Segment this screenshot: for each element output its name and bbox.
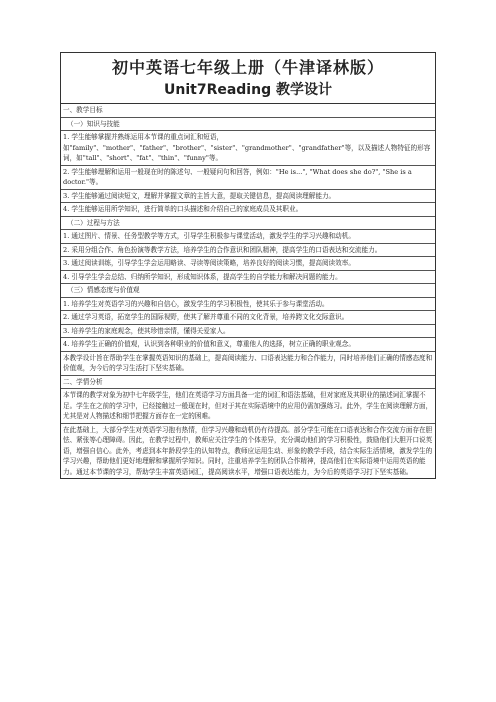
subsection-heading: （二）过程与方法 (61, 216, 435, 230)
table-row: 在此基础上，大部分学生对英语学习抱有热情，但学习兴趣和动机仍有待提高。部分学生可能在口语表达和合作交流方面存在胆怯、紧张等心理障碍。因此，在教学过程中，教师应关注学生的个体差异，充分调动他们的学习积极性，鼓励他们大胆开口说英语，增强自信心。此外，考虑到本年龄段学生的认知特点，教师应运用生动、形象的教学手段，结合实际生活情境，激发学生的学习兴趣，帮助他们更好地理解和掌握所学知识。同时，注重培养学生的团队合作精神，提高他们在实际语境中运用英语的能力。通过本节课的学习，帮助学生丰富英语词汇，提高阅读水平，增强口语表达能力，为今后的英语学习打下坚实基础。 (61, 423, 435, 479)
table-row: 3. 培养学生的家庭观念，使其珍惜亲情，懂得关爱家人。 (61, 324, 435, 338)
section-heading: 二、学情分析 (61, 375, 435, 389)
document-subtitle: Unit7Reading 教学设计 (164, 82, 332, 98)
content-table (60, 103, 436, 479)
table-row: 1. 通过图片、情景、任务型教学等方式，引导学生积极参与课堂活动，激发学生的学习兴趣和动机。 (61, 229, 435, 243)
table-row: 3. 学生能够通过阅读短文，理解并掌握文章的主旨大意，提取关键信息，提高阅读理解能力。 (61, 189, 435, 203)
subsection-heading: （一）知识与技能 (61, 117, 435, 131)
document-title: 初中英语七年级上册（牛津译林版） (111, 58, 384, 77)
table-row: 本教学设计旨在帮助学生在掌握英语知识的基础上，提高阅读能力、口语表达能力和合作能力，同时培养他们正确的情感态度和价值观，为今后的学习生活打下坚实基础。 (61, 351, 435, 375)
table-row: 本节课的教学对象为初中七年级学生，他们在英语学习方面具备一定的词汇和语法基础，但对家庭及其职业的描述词汇掌握不足。学生在之前的学习中，已经接触过一般现在时，但对于其在实际语境中的应用仍需加强练习。此外，学生在阅读理解方面，尤其是对人物描述和细节把握方面存在一定的困难。 (61, 388, 435, 423)
section-heading: 一、教学目标 (63, 106, 103, 114)
title-box (60, 52, 436, 103)
table-row: 4. 学生能够运用所学知识，进行简单的口头描述和介绍自己的家庭成员及其职业。 (61, 202, 435, 216)
table-row: 1. 培养学生对英语学习的兴趣和自信心，激发学生的学习积极性，使其乐于参与课堂活动。 (61, 297, 435, 311)
table-row: 1. 学生能够掌握并熟练运用本节课的重点词汇和短语，如"family"、"mother"、"father"、"brother"、"sister"、"grandmother"、"grandfather"等，以及描述人物特征的形容词，如"tall"、"short"、"fat"、"thin"、"funny"等。 (61, 130, 435, 165)
table-row: 4. 引导学生学会总结、归纳所学知识，形成知识体系，提高学生的自学能力和解决问题的能力。 (61, 270, 435, 284)
table-row: 2. 学生能够理解和运用一般现在时的陈述句、一般疑问句和回答，例如："He is...", "What does she do?", "She is a doctor."等。 (61, 165, 435, 189)
table-row: 3. 通过阅读训练，引导学生学会运用略读、寻读等阅读策略，培养良好的阅读习惯，提高阅读效率。 (61, 256, 435, 270)
table-row: 4. 培养学生正确的价值观，认识到各种职业的价值和意义，尊重他人的选择，树立正确的职业观念。 (61, 337, 435, 351)
table-row: 2. 采用分组合作、角色扮演等教学方法，培养学生的合作意识和团队精神，提高学生的口语表达和交流能力。 (61, 243, 435, 257)
table-row: 2. 通过学习英语，拓宽学生的国际视野，使其了解并尊重不同的文化背景，培养跨文化交际意识。 (61, 310, 435, 324)
subsection-heading: （三）情感态度与价值观 (61, 283, 435, 297)
document (60, 52, 436, 479)
